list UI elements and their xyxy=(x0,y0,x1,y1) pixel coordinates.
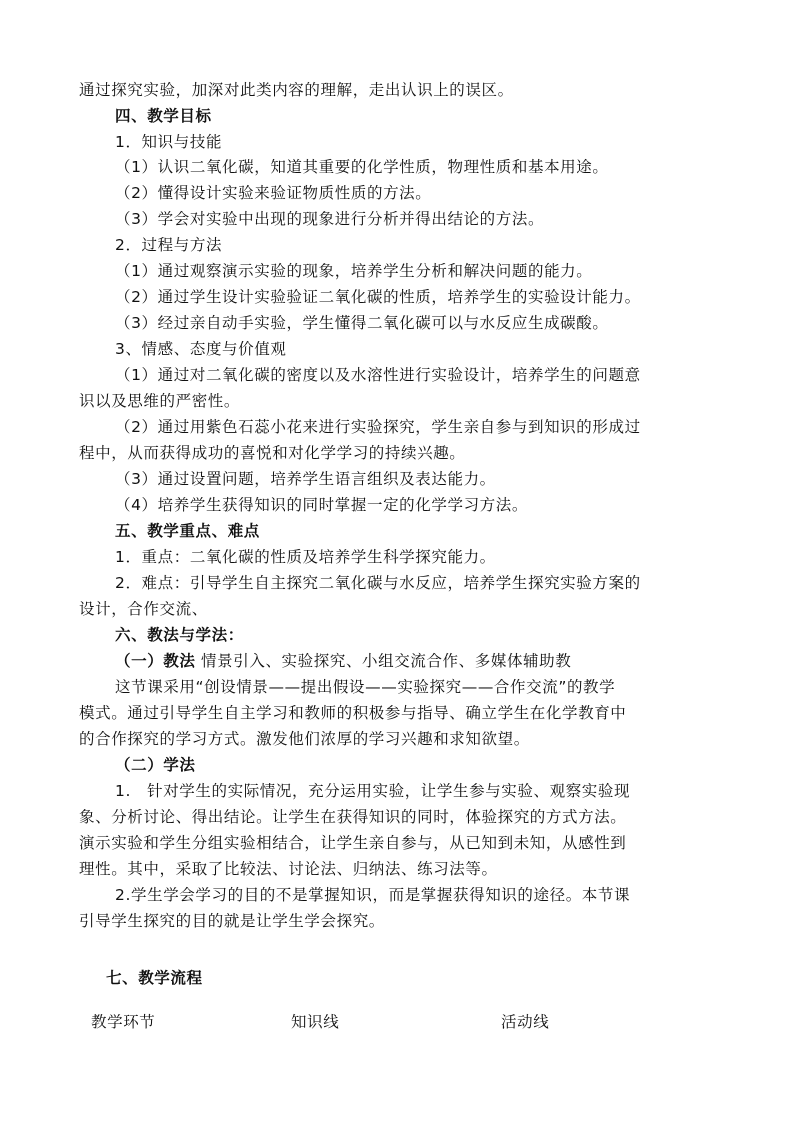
s4-sub1-item-2: （2）懂得设计实验来验证物质性质的方法。 xyxy=(115,184,432,202)
s6-p1-line-3: 演示实验和学生分组实验相结合，让学生亲自参与，从已知到未知，从感性到 xyxy=(79,834,627,852)
s6-p2-line-2: 引导学生探究的目的就是让学生学会探究。 xyxy=(79,912,385,930)
s6-sub1-line xyxy=(115,651,571,671)
s5-item-2-line-2: 设计，合作交流、 xyxy=(79,600,208,618)
s4-sub3-item-2-line-2: 程中，从而获得成功的喜悦和对化学学习的持续兴趣。 xyxy=(79,444,466,462)
section-4-title: 四、教学目标 xyxy=(115,107,212,125)
intro-line: 通过探究实验，加深对此类内容的理解，走出认识上的误区。 xyxy=(79,81,514,99)
s5-item-1: 1．重点：二氧化碳的性质及培养学生科学探究能力。 xyxy=(115,548,496,566)
s6-para1-line-3: 的合作探究的学习方式。激发他们浓厚的学习兴趣和求知欲望。 xyxy=(79,730,530,748)
s6-sub1-title: （一）教法 xyxy=(115,652,196,670)
s4-sub1-item-1: （1）认识二氧化碳，知道其重要的化学性质，物理性质和基本用途。 xyxy=(115,158,609,176)
s4-sub2-title: 2．过程与方法 xyxy=(115,236,223,254)
s6-sub1-inline: 情景引入、实验探究、小组交流合作、多媒体辅助教 xyxy=(195,652,572,670)
s4-sub3-item-1-line-2: 识以及思维的严密性。 xyxy=(79,392,241,410)
s6-p2-line-1: 2.学生学会学习的目的不是掌握知识，而是掌握获得知识的途径。本节课 xyxy=(115,886,631,904)
s6-sub2-title: （二）学法 xyxy=(115,756,196,774)
s6-p1-line-1: 1. 针对学生的实际情况，充分运用实验，让学生参与实验、观察实验现 xyxy=(115,782,631,800)
flow-column-knowledge: 知识线 xyxy=(291,1013,340,1031)
s6-p1-line-2: 象、分析讨论、得出结论。让学生在获得知识的同时，体验探究的方式方法。 xyxy=(79,808,627,826)
section-7-title: 七、教学流程 xyxy=(106,969,203,987)
s6-para1-line-1: 这节课采用“创设情景——提出假设——实验探究——合作交流”的教学 xyxy=(115,678,616,696)
s4-sub1-item-3: （3）学会对实验中出现的现象进行分析并得出结论的方法。 xyxy=(115,210,545,228)
section-6-title: 六、教法与学法： xyxy=(115,626,244,644)
s6-p1-line-4: 理性。其中，采取了比较法、讨论法、归纳法、练习法等。 xyxy=(79,860,498,878)
s4-sub3-item-2-line-1: （2）通过用紫色石蕊小花来进行实验探究，学生亲自参与到知识的形成过 xyxy=(115,418,641,436)
s5-item-2-line-1: 2．难点：引导学生自主探究二氧化碳与水反应，培养学生探究实验方案的 xyxy=(115,574,641,592)
flow-column-stage: 教学环节 xyxy=(91,1013,156,1031)
s6-para1-line-2: 模式。通过引导学生自主学习和教师的积极参与指导、确立学生在化学教育中 xyxy=(79,704,627,722)
s4-sub3-title: 3、情感、态度与价值观 xyxy=(115,340,287,358)
section-5-title: 五、教学重点、难点 xyxy=(115,522,260,540)
s4-sub3-item-1-line-1: （1）通过对二氧化碳的密度以及水溶性进行实验设计，培养学生的问题意 xyxy=(115,366,641,384)
s4-sub2-item-2: （2）通过学生设计实验验证二氧化碳的性质，培养学生的实验设计能力。 xyxy=(115,288,641,306)
s4-sub3-item-3: （3）通过设置问题，培养学生语言组织及表达能力。 xyxy=(115,470,496,488)
s4-sub3-item-4: （4）培养学生获得知识的同时掌握一定的化学学习方法。 xyxy=(115,496,528,514)
s4-sub1-title: 1．知识与技能 xyxy=(115,133,223,151)
flow-column-activity: 活动线 xyxy=(501,1013,550,1031)
s4-sub2-item-3: （3）经过亲自动手实验，学生懂得二氧化碳可以与水反应生成碳酸。 xyxy=(115,314,609,332)
s4-sub2-item-1: （1）通过观察演示实验的现象，培养学生分析和解决问题的能力。 xyxy=(115,262,593,280)
